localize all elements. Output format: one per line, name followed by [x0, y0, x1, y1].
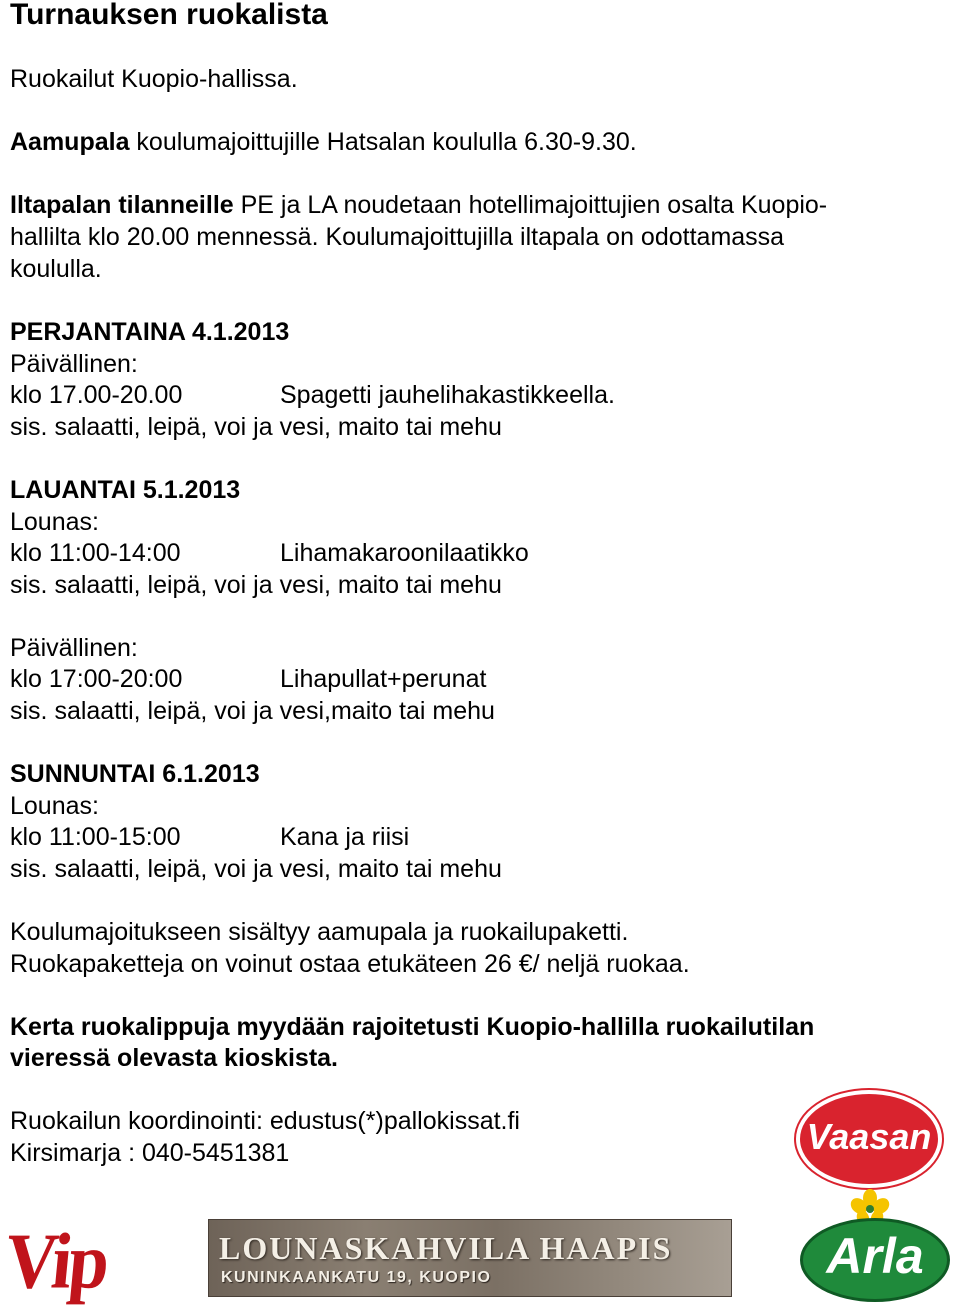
- friday-meal-dish: Spagetti jauhelihakastikkeella.: [280, 381, 615, 409]
- friday-meal-row: [10, 380, 615, 412]
- contact-line2: Kirsimarja : 040-5451381: [10, 1139, 290, 1167]
- friday-heading: PERJANTAINA 4.1.2013: [10, 318, 290, 346]
- saturday-lunch-row: [10, 538, 529, 570]
- tickets-text-line1: Kerta ruokalippuja myydään rajoitetusti Kuopio-hallilla ruokailutilan: [10, 1013, 815, 1041]
- saturday-dinner-time: klo 17:00-20:00: [10, 665, 183, 693]
- evening-text-line3: koululla.: [10, 255, 102, 283]
- sunday-heading: SUNNUNTAI 6.1.2013: [10, 760, 260, 788]
- saturday-heading: LAUANTAI 5.1.2013: [10, 476, 241, 504]
- friday-meal-time: klo 17.00-20.00: [10, 381, 183, 409]
- saturday-dinner-sides: sis. salaatti, leipä, voi ja vesi,maito tai mehu: [10, 697, 495, 725]
- venue-text: Ruokailut Kuopio-hallissa.: [10, 65, 298, 93]
- friday-meal-sides: sis. salaatti, leipä, voi ja vesi, maito tai mehu: [10, 413, 502, 441]
- vip-logo: [1, 1216, 114, 1305]
- vaasan-logo: [796, 1090, 942, 1188]
- evening-text-line2: hallilta klo 20.00 mennessä. Koulumajoittujilla iltapala on odottamassa: [10, 223, 785, 251]
- contact-line1: Ruokailun koordinointi: edustus(*)pallokissat.fi: [10, 1107, 520, 1135]
- evening-details: PE ja LA noudetaan hotellimajoittujien osalta Kuopio-: [233, 191, 828, 219]
- package-text-line1: Koulumajoitukseen sisältyy aamupala ja ruokailupaketti.: [10, 918, 629, 946]
- evening-label: Iltapalan tilanneille: [10, 191, 234, 219]
- lounaskahvila-banner: [208, 1219, 732, 1297]
- saturday-lunch-sides: sis. salaatti, leipä, voi ja vesi, maito tai mehu: [10, 571, 502, 599]
- evening-text-line1: [10, 190, 827, 222]
- arla-logo: [796, 1188, 948, 1300]
- banner-address: KUNINKAANKATU 19, KUOPIO: [221, 1269, 492, 1286]
- friday-meal-label: Päivällinen:: [10, 350, 138, 378]
- sunday-lunch-sides: sis. salaatti, leipä, voi ja vesi, maito tai mehu: [10, 855, 502, 883]
- tickets-text-line2: vieressä olevasta kioskista.: [10, 1044, 339, 1072]
- saturday-lunch-label: Lounas:: [10, 508, 99, 536]
- vip-logo-text: Vip: [1, 1216, 111, 1305]
- sunday-lunch-label: Lounas:: [10, 792, 99, 820]
- saturday-dinner-dish: Lihapullat+perunat: [280, 665, 487, 693]
- banner-name: LOUNASKAHVILA HAAPIS: [219, 1230, 673, 1266]
- sunday-lunch-dish: Kana ja riisi: [280, 823, 410, 851]
- saturday-dinner-row: [10, 664, 486, 696]
- sunday-lunch-row: [10, 822, 409, 854]
- saturday-dinner-label: Päivällinen:: [10, 634, 138, 662]
- saturday-lunch-time: klo 11:00-14:00: [10, 539, 181, 567]
- arla-logo-text: Arla: [826, 1228, 924, 1284]
- saturday-lunch-dish: Lihamakaroonilaatikko: [280, 539, 529, 567]
- breakfast-details: koulumajoittujille Hatsalan koululla 6.30-9.30.: [129, 128, 637, 156]
- page-title: Turnauksen ruokalista: [10, 0, 328, 31]
- breakfast-text: [10, 127, 637, 159]
- sunday-lunch-time: klo 11:00-15:00: [10, 823, 181, 851]
- vaasan-logo-text: Vaasan: [806, 1116, 932, 1157]
- breakfast-label: Aamupala: [10, 128, 130, 156]
- package-text-line2: Ruokapaketteja on voinut ostaa etukäteen 26 €/ neljä ruokaa.: [10, 950, 690, 978]
